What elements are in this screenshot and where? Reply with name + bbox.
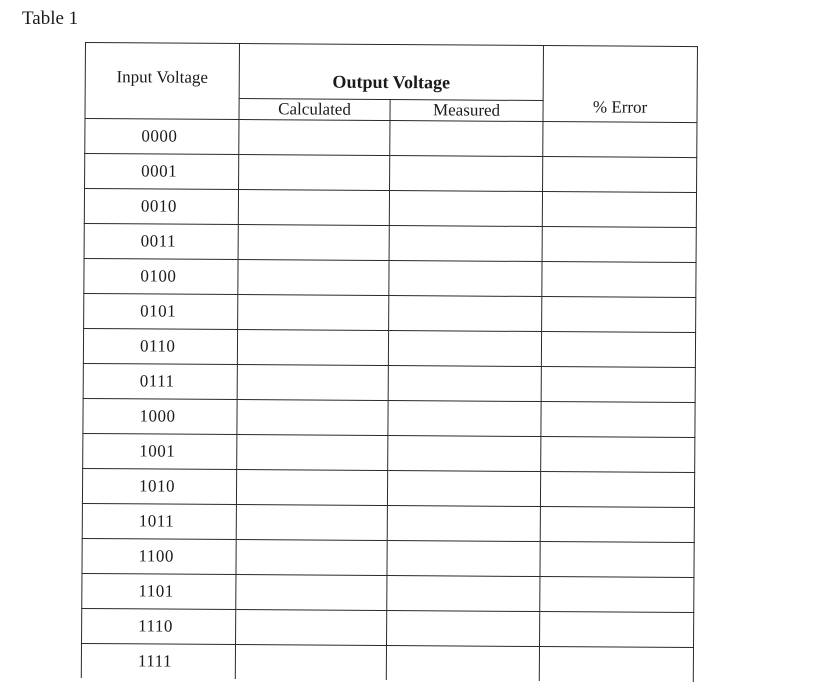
calculated-cell[interactable] bbox=[237, 330, 388, 366]
table-row bbox=[83, 433, 695, 472]
measured-cell[interactable] bbox=[386, 646, 539, 682]
input-code-cell: 1010 bbox=[82, 468, 236, 504]
calculated-cell[interactable] bbox=[236, 505, 387, 541]
measured-cell[interactable] bbox=[387, 471, 540, 507]
measured-cell[interactable] bbox=[389, 261, 542, 297]
input-code-cell: 0110 bbox=[83, 328, 237, 364]
calculated-cell[interactable] bbox=[235, 645, 386, 681]
error-cell[interactable] bbox=[540, 472, 694, 508]
table-row bbox=[82, 468, 694, 507]
input-code-cell: 1111 bbox=[81, 643, 235, 679]
table-row bbox=[83, 398, 695, 437]
input-code-cell: 1000 bbox=[83, 398, 237, 434]
input-code-cell: 0101 bbox=[84, 293, 238, 329]
error-cell[interactable] bbox=[542, 262, 696, 298]
error-cell[interactable] bbox=[542, 227, 696, 263]
header-input-voltage: Input Voltage bbox=[85, 43, 240, 120]
header-percent-error: % Error bbox=[543, 46, 698, 123]
calculated-cell[interactable] bbox=[238, 295, 389, 331]
calculated-cell[interactable] bbox=[236, 610, 387, 646]
table-row bbox=[82, 503, 694, 542]
calculated-cell[interactable] bbox=[238, 260, 389, 296]
table-caption: Table 1 bbox=[22, 8, 79, 29]
measured-cell[interactable] bbox=[387, 506, 540, 542]
measured-cell[interactable] bbox=[390, 156, 543, 192]
calculated-cell[interactable] bbox=[238, 225, 389, 261]
header-calculated: Calculated bbox=[239, 99, 390, 121]
table-row bbox=[82, 608, 694, 647]
error-cell[interactable] bbox=[540, 507, 694, 543]
measured-cell[interactable] bbox=[388, 331, 541, 367]
calculated-cell[interactable] bbox=[236, 575, 387, 611]
table-row bbox=[85, 154, 697, 193]
table-row bbox=[84, 258, 696, 297]
calculated-cell[interactable] bbox=[239, 120, 390, 156]
error-cell[interactable] bbox=[540, 612, 694, 648]
error-cell[interactable] bbox=[540, 542, 694, 578]
input-code-cell: 1100 bbox=[82, 538, 236, 574]
measured-cell[interactable] bbox=[389, 191, 542, 227]
error-cell[interactable] bbox=[541, 437, 695, 473]
table-row bbox=[81, 643, 693, 682]
measured-cell[interactable] bbox=[389, 296, 542, 332]
calculated-cell[interactable] bbox=[236, 470, 387, 506]
error-cell[interactable] bbox=[540, 577, 694, 613]
measured-cell[interactable] bbox=[387, 611, 540, 647]
measured-cell[interactable] bbox=[388, 401, 541, 437]
measured-cell[interactable] bbox=[389, 226, 542, 262]
input-code-cell: 1101 bbox=[82, 573, 236, 609]
error-cell[interactable] bbox=[541, 367, 695, 403]
header-measured: Measured bbox=[390, 100, 543, 122]
input-code-cell: 0111 bbox=[83, 363, 237, 399]
measured-cell[interactable] bbox=[387, 541, 540, 577]
error-cell[interactable] bbox=[539, 647, 693, 682]
calculated-cell[interactable] bbox=[237, 400, 388, 436]
input-code-cell: 1011 bbox=[82, 503, 236, 539]
data-table-container bbox=[81, 42, 698, 682]
table-row bbox=[84, 223, 696, 262]
input-code-cell: 0000 bbox=[85, 119, 239, 155]
measured-cell[interactable] bbox=[387, 576, 540, 612]
input-code-cell: 0001 bbox=[85, 154, 239, 190]
input-code-cell: 1001 bbox=[83, 433, 237, 469]
measured-cell[interactable] bbox=[388, 366, 541, 402]
table-row bbox=[83, 363, 695, 402]
table-body bbox=[81, 119, 697, 682]
error-cell[interactable] bbox=[542, 297, 696, 333]
input-code-cell: 0010 bbox=[84, 189, 238, 225]
error-cell[interactable] bbox=[541, 402, 695, 438]
measured-cell[interactable] bbox=[390, 121, 543, 157]
calculated-cell[interactable] bbox=[239, 155, 390, 191]
error-cell[interactable] bbox=[541, 332, 695, 368]
input-code-cell: 0011 bbox=[84, 223, 238, 259]
measured-cell[interactable] bbox=[388, 436, 541, 472]
voltage-table bbox=[81, 42, 698, 682]
table-row bbox=[84, 293, 696, 332]
input-code-cell: 1110 bbox=[82, 608, 236, 644]
error-cell[interactable] bbox=[543, 157, 697, 193]
header-output-voltage: Output Voltage bbox=[239, 44, 543, 101]
calculated-cell[interactable] bbox=[238, 190, 389, 226]
table-row bbox=[82, 538, 694, 577]
table-row bbox=[82, 573, 694, 612]
error-cell[interactable] bbox=[542, 192, 696, 228]
table-row bbox=[85, 119, 697, 158]
table-row bbox=[83, 328, 695, 367]
input-code-cell: 0100 bbox=[84, 258, 238, 294]
error-cell[interactable] bbox=[543, 122, 697, 158]
calculated-cell[interactable] bbox=[237, 435, 388, 471]
table-row bbox=[84, 189, 696, 228]
calculated-cell[interactable] bbox=[236, 540, 387, 576]
calculated-cell[interactable] bbox=[237, 365, 388, 401]
